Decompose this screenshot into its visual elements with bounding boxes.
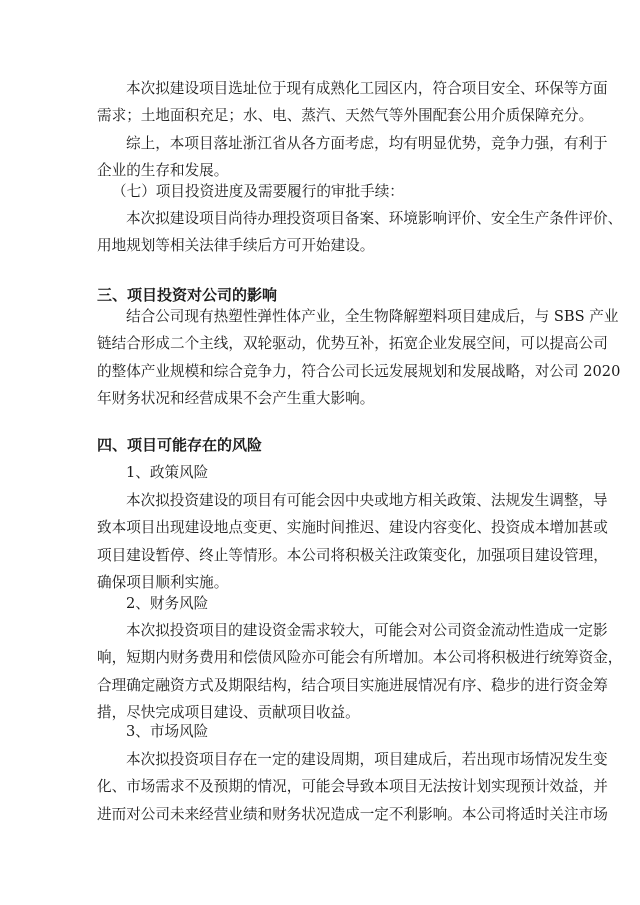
- text-line: 措，尽快完成项目建设、贡献项目收益。: [97, 704, 360, 722]
- text-line: 响，短期内财务费用和偿债风险亦可能会有所增加。本公司将积极进行统筹资金，: [97, 649, 623, 667]
- site-paragraph: [97, 75, 608, 130]
- section-heading-risks: 四、项目可能存在的风险: [97, 436, 263, 454]
- text-line: 本次拟建设项目选址位于现有成熟化工园区内，符合项目安全、环保等方面: [126, 80, 608, 97]
- financial-risk-paragraph: [97, 617, 623, 727]
- text-line: 需求；土地面积充足；水、电、蒸汽、天然气等外围配套公用介质保障充分。: [97, 107, 594, 125]
- policy-risk-title: [97, 459, 547, 486]
- text-line: 用地规划等相关法律手续后方可开始建设。: [97, 237, 375, 255]
- text-line: 确保项目顺利实施。: [97, 574, 229, 592]
- financial-risk-title: [97, 590, 547, 617]
- text-line: （七）项目投资进度及需要履行的审批手续：: [112, 183, 404, 200]
- text-line: 链结合形成二个主线，双轮驱动，优势互补，拓宽企业发展空间，可以提高公司: [97, 335, 608, 353]
- text-line: 本次拟投资建设的项目有可能会因中央或地方相关政策、法规发生调整，导: [126, 492, 608, 509]
- text-line: 合理确定融资方式及期限结构，结合项目实施进展情况有序、稳步的进行资金筹: [97, 676, 608, 694]
- market-risk-title: [97, 718, 547, 745]
- text-line: 2、财务风险: [126, 595, 209, 612]
- text-line: 企业的生存和发展。: [97, 162, 229, 180]
- text-line: 本次拟投资项目的建设资金需求较大，可能会对公司资金流动性造成一定影: [126, 622, 608, 639]
- market-risk-paragraph: [97, 746, 608, 828]
- summary-paragraph: [97, 130, 608, 185]
- section-heading-impact: 三、项目投资对公司的影响: [97, 286, 278, 304]
- text-line: 致本项目出现建设地点变更、实施时间推迟、建设内容变化、投资成本增加甚或: [97, 519, 608, 537]
- subsection-title: [97, 178, 547, 205]
- text-line: 项目建设暂停、终止等情形。本公司将积极关注政策变化，加强项目建设管理，: [97, 546, 608, 564]
- text-line: 本次拟投资项目存在一定的建设周期，项目建成后，若出现市场情况发生变: [126, 751, 608, 768]
- policy-risk-paragraph: [97, 487, 608, 597]
- text-line: 3、市场风险: [126, 723, 209, 740]
- impact-paragraph: [97, 303, 621, 413]
- text-line: 年财务状况和经营成果不会产生重大影响。: [97, 390, 375, 408]
- text-line: 综上，本项目落址浙江省从各方面考虑，均有明显优势，竞争力强，有利于: [126, 135, 608, 152]
- text-line: 本次拟建设项目尚待办理投资项目备案、环境影响评价、安全生产条件评价、: [126, 210, 623, 227]
- approval-paragraph: [97, 205, 623, 260]
- text-line: 1、政策风险: [126, 464, 209, 481]
- text-line: 化、市场需求不及预期的情况，可能会导致本项目无法按计划实现预计效益，并: [97, 778, 608, 796]
- text-line: 结合公司现有热塑性弹性体产业，全生物降解塑料项目建成后，与 SBS 产业: [126, 308, 619, 325]
- text-line: 进而对公司未来经营业绩和财务状况造成一定不利影响。本公司将适时关注市场: [97, 805, 608, 823]
- text-line: 的整体产业规模和综合竞争力，符合公司长远发展规划和发展战略，对公司 2020: [97, 362, 621, 380]
